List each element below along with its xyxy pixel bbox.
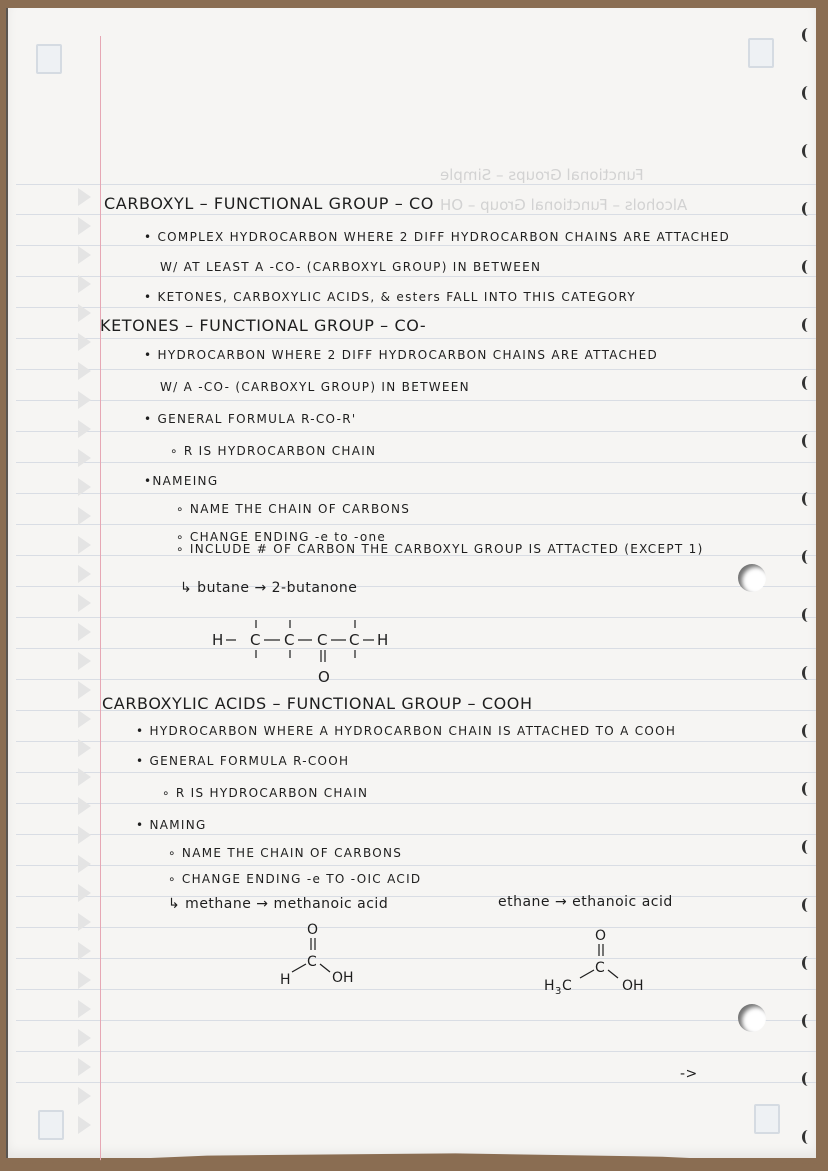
note-line: • KETONES, CARBOXYLIC ACIDS, & esters FALL INTO THIS CATEGORY xyxy=(144,290,636,304)
rule-line xyxy=(16,772,816,773)
svg-text:O: O xyxy=(595,928,607,944)
svg-text:C: C xyxy=(349,631,360,649)
rule-line xyxy=(16,184,816,185)
spiral-coil xyxy=(802,318,814,332)
structure-ethanoic-acid xyxy=(542,926,672,1000)
note-line: • GENERAL FORMULA R-COOH xyxy=(136,754,350,768)
note-line: ∘ NAME THE CHAIN OF CARBONS xyxy=(176,502,411,516)
note-line: ∘ CHANGE ENDING -e TO -OIC ACID xyxy=(168,872,422,886)
rule-line xyxy=(16,276,816,277)
structure-2-butanone xyxy=(208,612,408,692)
svg-text:C: C xyxy=(284,631,295,649)
rule-line xyxy=(16,1051,816,1052)
spiral-coil xyxy=(802,956,814,970)
rule-line xyxy=(16,741,816,742)
svg-text:C: C xyxy=(307,954,317,970)
spiral-coil xyxy=(802,666,814,680)
punch-hole xyxy=(738,564,766,592)
svg-text:3: 3 xyxy=(555,986,562,997)
svg-text:O: O xyxy=(318,668,330,686)
svg-text:C: C xyxy=(562,978,572,994)
molecule-diagram xyxy=(208,612,408,688)
brand-logo-icon xyxy=(754,1104,780,1134)
rule-line xyxy=(16,865,816,866)
example-line: ethane → ethanoic acid xyxy=(498,894,673,910)
spiral-coil xyxy=(802,86,814,100)
note-line: •NAMEING xyxy=(144,474,219,488)
svg-text:H: H xyxy=(212,631,224,649)
rule-line xyxy=(16,214,816,215)
spiral-coil xyxy=(802,724,814,738)
example-line: ↳ methane → methanoic acid xyxy=(168,896,389,912)
svg-text:H: H xyxy=(544,978,555,994)
notebook-page xyxy=(6,8,816,1158)
rule-line xyxy=(16,1020,816,1021)
bleed-through-text: Alcohols – Functional Group – OH xyxy=(440,196,688,214)
bleed-through-text: Functional Groups – Simple xyxy=(440,166,644,184)
note-line: • NAMING xyxy=(136,818,207,832)
svg-text:H: H xyxy=(280,972,291,988)
svg-text:H: H xyxy=(377,631,389,649)
rule-line xyxy=(16,524,816,525)
spiral-coil xyxy=(802,782,814,796)
rule-line xyxy=(16,834,816,835)
spiral-coil xyxy=(802,434,814,448)
section-heading-carboxylic-acids: CARBOXYLIC ACIDS – FUNCTIONAL GROUP – COOH xyxy=(102,694,533,713)
spiral-coil xyxy=(802,202,814,216)
spiral-coil xyxy=(802,608,814,622)
spiral-coil xyxy=(802,898,814,912)
rule-line xyxy=(16,586,816,587)
section-heading-ketones: KETONES – FUNCTIONAL GROUP – CO- xyxy=(100,316,427,335)
rule-line xyxy=(16,927,816,928)
spiral-coil xyxy=(802,840,814,854)
rule-line xyxy=(16,307,816,308)
note-line: • HYDROCARBON WHERE A HYDROCARBON CHAIN IS ATTACHED TO A COOH xyxy=(136,724,677,738)
spiral-coil xyxy=(802,260,814,274)
spiral-coil xyxy=(802,1014,814,1028)
spiral-coil xyxy=(802,550,814,564)
spiral-coil xyxy=(802,28,814,42)
note-line: ∘ CHANGE ENDING -e to -one xyxy=(176,530,387,544)
rule-line xyxy=(16,679,816,680)
margin-line xyxy=(100,36,101,1161)
structure-methanoic-acid xyxy=(276,920,376,994)
rule-line xyxy=(16,400,816,401)
brand-logo-icon xyxy=(748,38,774,68)
rule-line xyxy=(16,431,816,432)
spiral-coil xyxy=(802,1072,814,1086)
molecule-diagram xyxy=(542,926,672,996)
svg-text:O: O xyxy=(307,922,319,938)
svg-text:C: C xyxy=(595,960,605,976)
rule-line xyxy=(16,1082,816,1083)
punch-hole xyxy=(738,1004,766,1032)
spiral-coil xyxy=(802,376,814,390)
svg-text:C: C xyxy=(317,631,328,649)
spiral-coil xyxy=(802,492,814,506)
spiral-coil xyxy=(802,144,814,158)
note-line: • HYDROCARBON WHERE 2 DIFF HYDROCARBON CHAINS ARE ATTACHED xyxy=(144,348,658,362)
rule-line xyxy=(16,896,816,897)
rule-line xyxy=(16,958,816,959)
rule-line xyxy=(16,648,816,649)
rule-line xyxy=(16,803,816,804)
note-line: ∘ NAME THE CHAIN OF CARBONS xyxy=(168,846,403,860)
note-line: ∘ INCLUDE # OF CARBON THE CARBOXYL GROUP IS ATTACTED (EXCEPT 1) xyxy=(176,542,704,556)
example-line: ↳ butane → 2-butanone xyxy=(180,580,358,596)
note-line: W/ A -CO- (CARBOXYL GROUP) IN BETWEEN xyxy=(160,380,470,394)
svg-text:OH: OH xyxy=(332,970,354,986)
note-line: ∘ R IS HYDROCARBON CHAIN xyxy=(162,786,369,800)
rule-line xyxy=(16,493,816,494)
molecule-diagram xyxy=(276,920,376,990)
note-line: ∘ R IS HYDROCARBON CHAIN xyxy=(170,444,377,458)
brand-logo-icon xyxy=(38,1110,64,1140)
note-line: • GENERAL FORMULA R-CO-R' xyxy=(144,412,357,426)
rule-line xyxy=(16,617,816,618)
rule-line xyxy=(16,338,816,339)
continue-arrow: -> xyxy=(680,1066,698,1082)
brand-logo-icon xyxy=(36,44,62,74)
rule-line xyxy=(16,462,816,463)
section-heading-carboxyl: CARBOXYL – FUNCTIONAL GROUP – CO xyxy=(104,194,434,213)
rule-line xyxy=(16,245,816,246)
svg-text:C: C xyxy=(250,631,261,649)
spiral-coil xyxy=(802,1130,814,1144)
svg-text:OH: OH xyxy=(622,978,644,994)
rule-line xyxy=(16,369,816,370)
rule-line xyxy=(16,989,816,990)
margin-triangle-column xyxy=(78,188,98,1145)
note-line: W/ AT LEAST A -CO- (CARBOXYL GROUP) IN BETWEEN xyxy=(160,260,542,274)
note-line: • COMPLEX HYDROCARBON WHERE 2 DIFF HYDROCARBON CHAINS ARE ATTACHED xyxy=(144,230,731,244)
